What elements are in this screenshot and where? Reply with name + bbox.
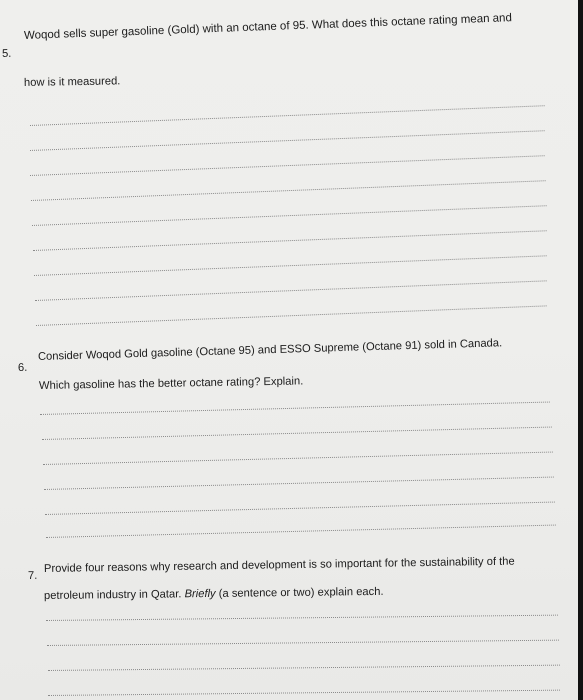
page-edge-shadow [578, 0, 583, 700]
answer-line[interactable] [42, 427, 552, 440]
answer-line[interactable] [31, 180, 546, 201]
answer-line[interactable] [32, 205, 547, 226]
answer-line[interactable] [30, 155, 545, 176]
answer-line[interactable] [30, 105, 545, 126]
question-7-text-italic: Briefly [184, 587, 216, 601]
question-7-number: 7. [27, 569, 38, 582]
answer-line[interactable] [44, 477, 554, 490]
question-6-text-line2: Which gasoline has the better octane rating? Explain. [38, 375, 304, 392]
answer-line[interactable] [48, 665, 560, 671]
answer-line[interactable] [43, 452, 553, 465]
answer-line[interactable] [46, 615, 558, 621]
question-7-text-prefix: petroleum industry in Qatar. [43, 588, 182, 602]
question-6-text-line1: Consider Woqod Gold gasoline (Octane 95) and ESSO Supreme (Octane 91) sold in Canada. [37, 337, 503, 363]
answer-line[interactable] [35, 280, 547, 301]
answer-line[interactable] [36, 305, 547, 326]
answer-line[interactable] [47, 640, 559, 646]
question-6-number: 6. [17, 361, 28, 374]
question-7-text-suffix: (a sentence or two) explain each. [218, 585, 384, 600]
answer-line[interactable] [45, 502, 555, 515]
answer-line[interactable] [46, 525, 556, 538]
question-5-text-line1: Woqod sells super gasoline (Gold) with an octane of 95. What does this octane rating mean and [23, 12, 513, 42]
question-5-number: 5. [1, 47, 12, 60]
answer-line[interactable] [34, 255, 547, 276]
question-5-text-line2: how is it measured. [23, 75, 121, 89]
question-7-text-line2 [44, 586, 384, 602]
answer-line[interactable] [30, 130, 545, 151]
answer-line[interactable] [48, 690, 560, 696]
answer-line[interactable] [33, 230, 547, 251]
answer-line[interactable] [40, 402, 550, 415]
question-7-text-line1: Provide four reasons why research and development is so important for the sustainability of the [43, 555, 515, 575]
